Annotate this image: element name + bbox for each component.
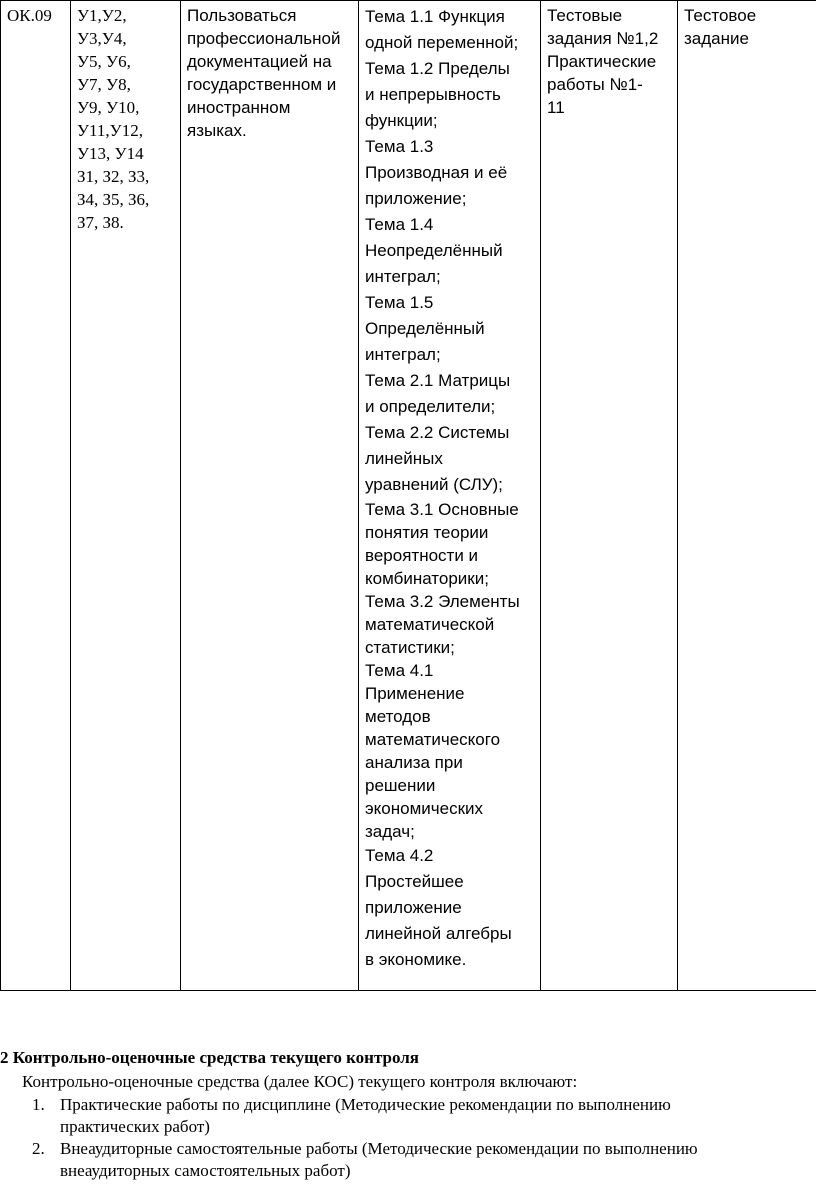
description-cell [181, 1, 359, 991]
text-line: математического [365, 730, 501, 749]
competency-code: ОК.09 [7, 6, 52, 25]
text-line: У5, У6, [77, 52, 131, 71]
section-heading: 2 Контрольно-оценочные средства текущего контроля [0, 1048, 419, 1067]
competency-code-cell [1, 1, 71, 991]
text-line: Тема 4.2 [365, 846, 434, 865]
text-line: Тема 1.5 [365, 293, 434, 312]
skills-list [77, 4, 176, 234]
list-item [0, 1094, 816, 1138]
text-line: вероятности и [365, 546, 479, 565]
text-line: Тестовое [684, 6, 757, 25]
skills-cell [71, 1, 181, 991]
text-line: интеграл; [365, 345, 441, 364]
text-line: Применение [365, 684, 465, 703]
text-line: Определённый [365, 319, 485, 338]
text-line: задание [684, 29, 749, 48]
list-item-text: Внеаудиторные самостоятельные работы (Методические рекомендации по выполнению [60, 1139, 698, 1158]
text-line: Простейшее [365, 872, 464, 891]
text-line: У9, У10, [77, 98, 140, 117]
text-line: Тема 3.1 Основные [365, 500, 519, 519]
text-line: линейных [365, 449, 443, 468]
text-line: и определители; [365, 397, 496, 416]
text-line: задач; [365, 822, 415, 841]
text-line: З7, З8. [77, 213, 124, 232]
current-control-cell [541, 1, 678, 991]
text-line: статистики; [365, 638, 455, 657]
text-line: У11,У12, [77, 121, 143, 140]
text-line: задания №1,2 [547, 29, 659, 48]
text-line: Тема 2.1 Матрицы [365, 371, 511, 390]
topics-list [365, 4, 536, 973]
list-item [0, 1138, 816, 1182]
text-line: языках. [187, 121, 247, 140]
topics-cell [359, 1, 541, 991]
text-line: Тема 2.2 Системы [365, 423, 510, 442]
text-line: Тема 1.3 [365, 137, 434, 156]
text-line: функции; [365, 111, 438, 130]
text-line: У13, У14 [77, 144, 144, 163]
text-line: Тема 3.2 Элементы [365, 592, 520, 611]
table-row [1, 1, 816, 991]
current-control-section [0, 1046, 816, 1182]
list-item-text-continued: практических работ) [60, 1117, 210, 1136]
text-line: экономических [365, 799, 484, 818]
section-intro: Контрольно-оценочные средства (далее КОС) текущего контроля включают: [22, 1072, 578, 1091]
list-item-text: Практические работы по дисциплине (Методические рекомендации по выполнению [60, 1095, 671, 1114]
kos-list [0, 1094, 816, 1182]
text-line: Производная и её [365, 163, 508, 182]
description-text [187, 4, 354, 142]
text-line: уравнений (СЛУ); [365, 475, 503, 494]
text-line: анализа при [365, 753, 463, 772]
text-line: Тестовые [547, 6, 623, 25]
text-line: Тема 4.1 [365, 661, 434, 680]
text-line: У1,У2, [77, 6, 127, 25]
text-line: решении [365, 776, 436, 795]
list-item-number: 1. [32, 1095, 45, 1114]
text-line: линейной алгебры [365, 924, 512, 943]
text-line: документацией на [187, 52, 332, 71]
text-line: иностранном [187, 98, 291, 117]
list-item-text-continued: внеаудиторных самостоятельных работ) [60, 1161, 351, 1180]
text-line: работы №1- [547, 75, 643, 94]
list-item-number: 2. [32, 1139, 45, 1158]
text-line: понятия теории [365, 523, 489, 542]
current-control-text [547, 4, 673, 119]
text-line: У3,У4, [77, 29, 127, 48]
text-line: методов [365, 707, 431, 726]
text-line: Практические [547, 52, 657, 71]
text-line: З4, З5, З6, [77, 190, 150, 209]
text-line: комбинаторики; [365, 569, 489, 588]
text-line: приложение; [365, 189, 467, 208]
text-line: У7, У8, [77, 75, 131, 94]
text-line: и непрерывность [365, 85, 501, 104]
text-line: математической [365, 615, 495, 634]
text-line: З1, З2, З3, [77, 167, 150, 186]
text-line: Тема 1.4 [365, 215, 434, 234]
final-control-text [684, 4, 813, 50]
text-line: Неопределённый [365, 241, 503, 260]
text-line: Тема 1.1 Функция [365, 7, 505, 26]
text-line: государственном и [187, 75, 337, 94]
text-line: 11 [547, 98, 565, 117]
text-line: Тема 1.2 Пределы [365, 59, 510, 78]
text-line: интеграл; [365, 267, 441, 286]
text-line: в экономике. [365, 950, 467, 969]
text-line: профессиональной [187, 29, 341, 48]
text-line: Пользоваться [187, 6, 297, 25]
final-control-cell [678, 1, 816, 991]
text-line: приложение [365, 898, 462, 917]
text-line: одной переменной; [365, 33, 519, 52]
